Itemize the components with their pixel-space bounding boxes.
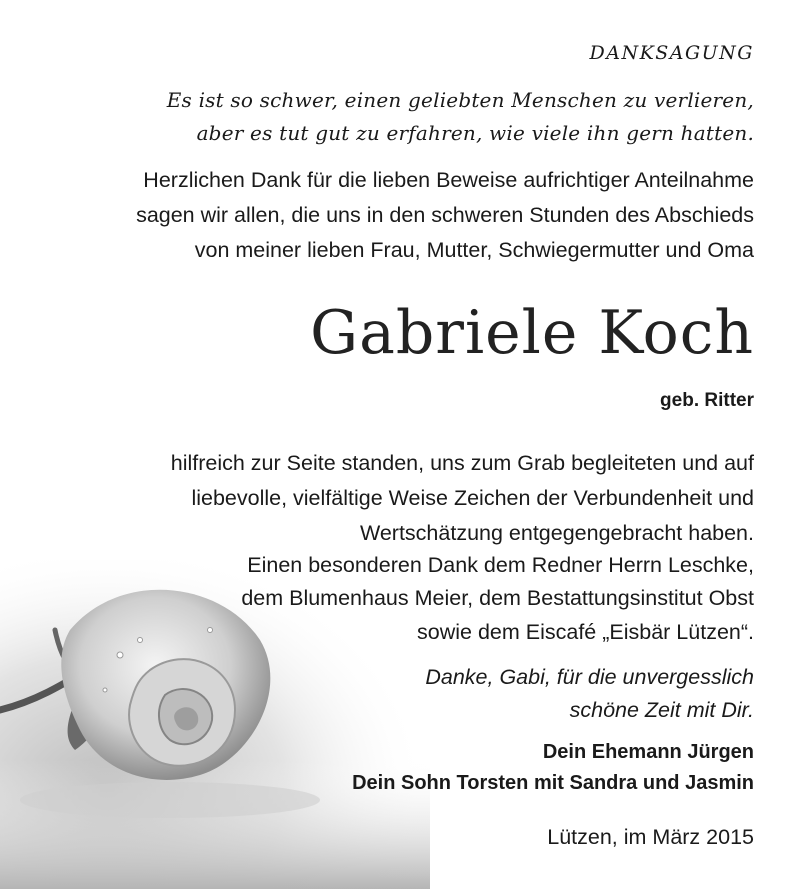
motto-line-2: aber es tut gut zu erfahren, wie viele ihn gern hatten. — [196, 121, 754, 145]
body-line-3: Wertschätzung entgegengebracht haben. — [359, 521, 754, 545]
personal-line-2: schöne Zeit mit Dir. — [569, 698, 754, 722]
signature-line-1: Dein Ehemann Jürgen — [542, 741, 754, 763]
place-date: Lützen, im März 2015 — [547, 825, 754, 849]
body-line-6: sowie dem Eiscafé „Eisbär Lützen“. — [417, 620, 754, 644]
intro-line-1: Herzlichen Dank für die lieben Beweise aufrichtiger Anteilnahme — [143, 168, 754, 192]
body-line-4: Einen besonderen Dank dem Redner Herrn Leschke, — [247, 553, 754, 577]
deceased-name: Gabriele Koch — [310, 298, 754, 368]
intro-line-3: von meiner lieben Frau, Mutter, Schwiegermutter und Oma — [194, 238, 754, 262]
body-line-2: liebevolle, vielfältige Weise Zeichen der Verbundenheit und — [191, 486, 754, 510]
body-line-5: dem Blumenhaus Meier, dem Bestattungsinstitut Obst — [241, 586, 754, 610]
motto-line-1: Es ist so schwer, einen geliebten Menschen zu verlieren, — [166, 88, 754, 112]
signature-line-2: Dein Sohn Torsten mit Sandra und Jasmin — [352, 772, 754, 794]
notice-heading: DANKSAGUNG — [589, 42, 754, 64]
intro-line-2: sagen wir allen, die uns in den schweren Stunden des Abschieds — [136, 203, 754, 227]
birth-name: geb. Ritter — [660, 390, 754, 411]
personal-line-1: Danke, Gabi, für die unvergesslich — [425, 665, 754, 689]
body-line-1: hilfreich zur Seite standen, uns zum Grab begleiteten und auf — [170, 451, 754, 475]
